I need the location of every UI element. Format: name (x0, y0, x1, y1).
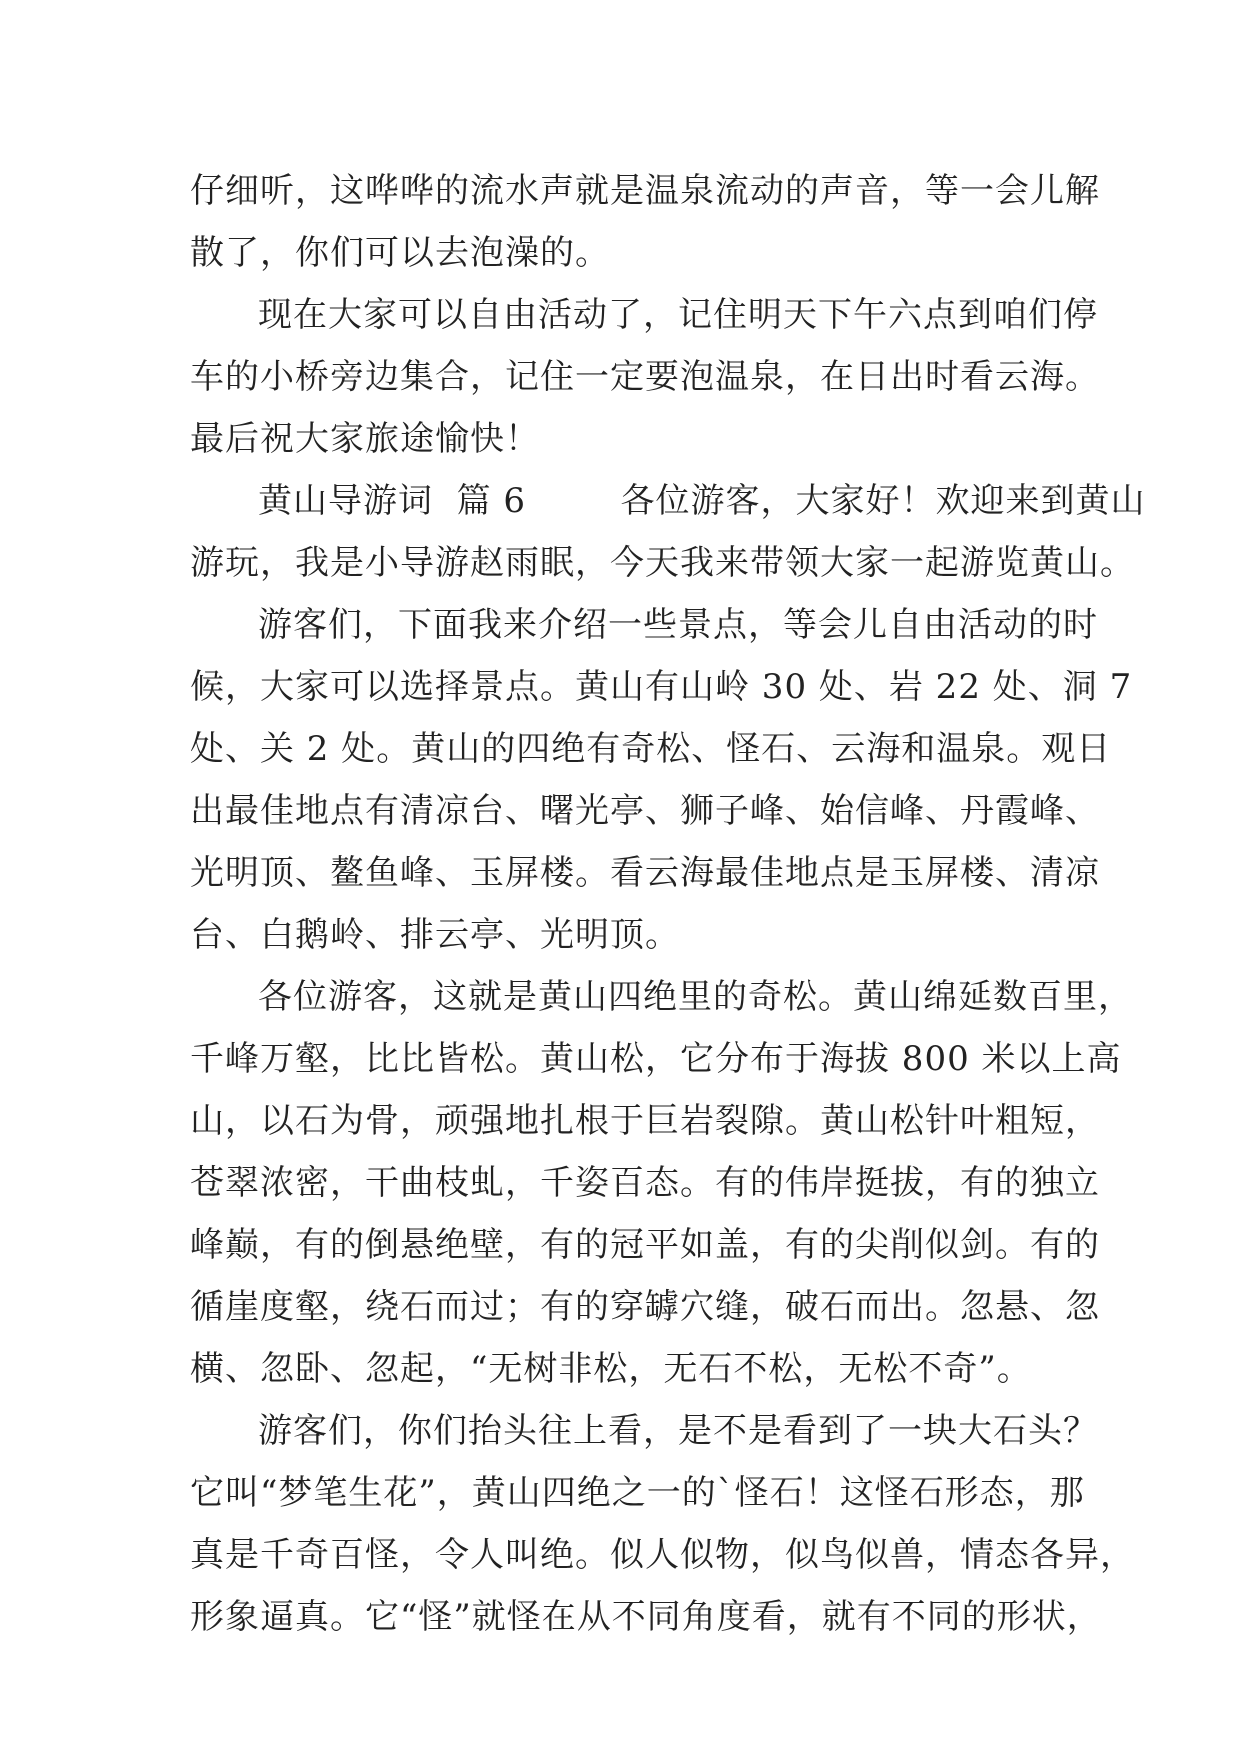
text-line: 循崖度壑，绕石而过；有的穿罅穴缝，破石而出。忽悬、忽 (190, 1287, 1100, 1327)
text-line: 处、关 2 处。黄山的四绝有奇松、怪石、云海和温泉。观日 (190, 729, 1112, 769)
text-line: 游客们，你们抬头往上看，是不是看到了一块大石头？ (258, 1411, 1098, 1451)
section-heading-line: 黄山导游词 篇 6 各位游客，大家好！欢迎来到黄山 (258, 481, 1146, 521)
text-line: 候，大家可以选择景点。黄山有山岭 30 处、岩 22 处、洞 7 (190, 667, 1133, 707)
text-line: 千峰万壑，比比皆松。黄山松，它分布于海拔 800 米以上高 (190, 1039, 1122, 1079)
text-line: 它叫“梦笔生花”，黄山四绝之一的`怪石！这怪石形态，那 (190, 1473, 1085, 1513)
text-line: 游客们，下面我来介绍一些景点，等会儿自由活动的时 (258, 605, 1098, 645)
text-line: 散了，你们可以去泡澡的。 (190, 233, 610, 273)
text-line: 车的小桥旁边集合，记住一定要泡温泉，在日出时看云海。 (190, 357, 1100, 397)
text-line: 最后祝大家旅途愉快！ (190, 419, 540, 459)
text-line: 横、忽卧、忽起，“无树非松，无石不松，无松不奇”。 (190, 1349, 1032, 1389)
text-line: 真是千奇百怪，令人叫绝。似人似物，似鸟似兽，情态各异， (190, 1535, 1135, 1575)
text-line: 形象逼真。它“怪”就怪在从不同角度看，就有不同的形状， (190, 1597, 1102, 1637)
text-line: 现在大家可以自由活动了，记住明天下午六点到咱们停 (258, 295, 1098, 335)
text-line: 各位游客，这就是黄山四绝里的奇松。黄山绵延数百里， (258, 977, 1133, 1017)
body-text (190, 160, 1146, 1648)
text-line: 山，以石为骨，顽强地扎根于巨岩裂隙。黄山松针叶粗短， (190, 1101, 1100, 1141)
text-line: 台、白鹅岭、排云亭、光明顶。 (190, 915, 680, 955)
text-line: 游玩，我是小导游赵雨眠，今天我来带领大家一起游览黄山。 (190, 543, 1135, 583)
text-line: 光明顶、鳌鱼峰、玉屏楼。看云海最佳地点是玉屏楼、清凉 (190, 853, 1100, 893)
text-line: 峰巅，有的倒悬绝壁，有的冠平如盖，有的尖削似剑。有的 (190, 1225, 1100, 1265)
text-line: 苍翠浓密，干曲枝虬，千姿百态。有的伟岸挺拔，有的独立 (190, 1163, 1100, 1203)
text-line: 仔细听，这哗哗的流水声就是温泉流动的声音，等一会儿解 (190, 171, 1100, 211)
text-line: 出最佳地点有清凉台、曙光亭、狮子峰、始信峰、丹霞峰、 (190, 791, 1100, 831)
